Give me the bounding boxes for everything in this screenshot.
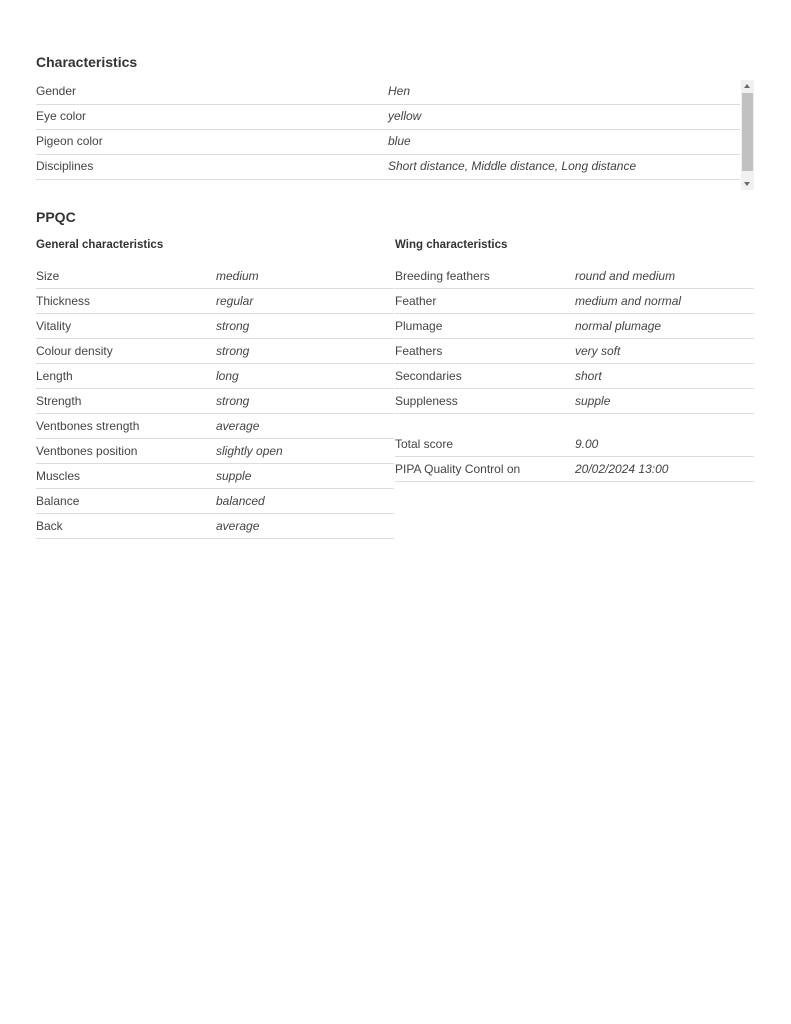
table-row	[395, 314, 754, 339]
row-label: Secondaries	[395, 369, 462, 383]
row-value: strong	[216, 394, 250, 408]
ppqc-title: PPQC	[36, 209, 76, 225]
row-value: average	[216, 419, 260, 433]
characteristic-row-disciplines	[36, 155, 740, 180]
summary-spacer	[395, 414, 754, 432]
table-row	[395, 289, 754, 314]
row-value: regular	[216, 294, 254, 308]
table-row	[36, 289, 394, 314]
row-value: medium and normal	[575, 294, 682, 308]
table-row	[36, 364, 394, 389]
table-row	[36, 489, 394, 514]
row-value: average	[216, 519, 260, 533]
table-row	[36, 264, 394, 289]
characteristic-row-eye-color	[36, 105, 740, 130]
row-label: Colour density	[36, 344, 113, 358]
characteristic-label: Gender	[36, 84, 77, 98]
wing-characteristics-column	[395, 238, 754, 482]
row-value: slightly open	[216, 444, 283, 458]
row-value: strong	[216, 344, 250, 358]
table-row	[36, 389, 394, 414]
total-score-label: Total score	[395, 437, 454, 451]
row-label: Muscles	[36, 469, 81, 483]
row-value: supple	[216, 469, 252, 483]
total-score-value: 9.00	[575, 437, 599, 451]
row-value: balanced	[216, 494, 265, 508]
characteristics-scroll-box[interactable]	[36, 80, 754, 190]
row-label: Feathers	[395, 344, 443, 358]
row-value: normal plumage	[575, 319, 662, 333]
row-label: Suppleness	[395, 394, 458, 408]
scroll-down-arrow-icon[interactable]	[744, 182, 750, 186]
vertical-scrollbar[interactable]	[741, 80, 754, 190]
row-label: Vitality	[36, 319, 72, 333]
row-value: medium	[216, 269, 259, 283]
row-label: Thickness	[36, 294, 91, 308]
quality-control-date-value: 20/02/2024 13:00	[575, 462, 669, 476]
row-value: strong	[216, 319, 250, 333]
table-row	[36, 314, 394, 339]
characteristic-row-pigeon-color	[36, 130, 740, 155]
row-label: Plumage	[395, 319, 443, 333]
row-value: supple	[575, 394, 611, 408]
general-characteristics-column	[36, 238, 394, 539]
row-label: Balance	[36, 494, 80, 508]
row-label: Ventbones strength	[36, 419, 140, 433]
table-row	[36, 414, 394, 439]
row-value: short	[575, 369, 602, 383]
table-row	[36, 514, 394, 539]
characteristic-label: Disciplines	[36, 159, 94, 173]
general-characteristics-heading: General characteristics	[36, 239, 164, 251]
row-label: Length	[36, 369, 73, 383]
row-value: long	[216, 369, 239, 383]
characteristic-value: Hen	[388, 84, 411, 98]
total-score-row	[395, 432, 754, 457]
row-label: Size	[36, 269, 60, 283]
wing-characteristics-heading: Wing characteristics	[395, 239, 508, 251]
characteristic-label: Eye color	[36, 109, 87, 123]
table-row	[395, 364, 754, 389]
characteristics-title: Characteristics	[36, 54, 138, 70]
scroll-up-arrow-icon[interactable]	[744, 84, 750, 88]
characteristics-list	[36, 80, 740, 180]
table-row	[395, 389, 754, 414]
table-row	[395, 264, 754, 289]
row-label: Breeding feathers	[395, 269, 490, 283]
row-label: Ventbones position	[36, 444, 138, 458]
quality-control-date-row	[395, 457, 754, 482]
row-label: Back	[36, 519, 63, 533]
row-label: Strength	[36, 394, 82, 408]
characteristic-value: blue	[388, 134, 411, 148]
table-row	[36, 464, 394, 489]
table-row	[395, 339, 754, 364]
quality-control-label: PIPA Quality Control on	[395, 462, 521, 476]
scrollbar-thumb[interactable]	[742, 93, 753, 171]
row-value: round and medium	[575, 269, 676, 283]
row-value: very soft	[575, 344, 621, 358]
characteristic-value: Short distance, Middle distance, Long distance	[388, 159, 637, 173]
characteristic-value: yellow	[388, 109, 422, 123]
row-label: Feather	[395, 294, 437, 308]
characteristic-label: Pigeon color	[36, 134, 103, 148]
table-row	[36, 439, 394, 464]
table-row	[36, 339, 394, 364]
characteristic-row-gender	[36, 80, 740, 105]
